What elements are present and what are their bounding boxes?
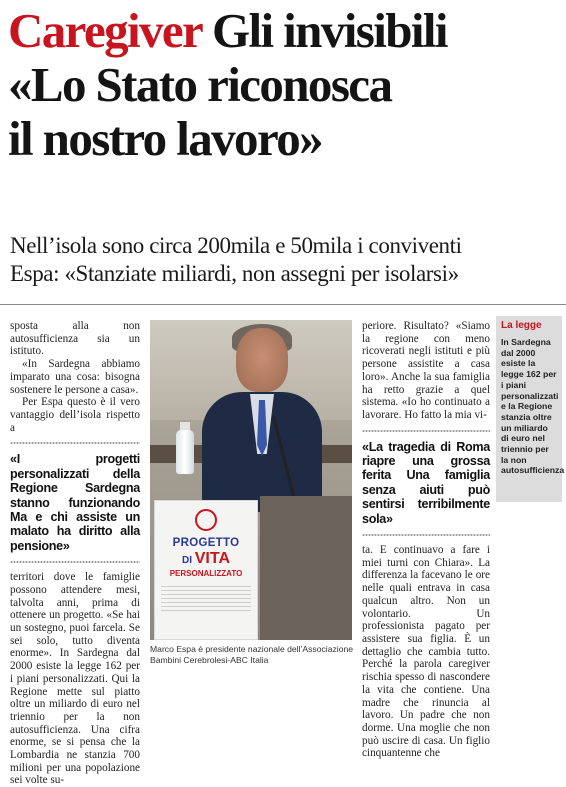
headline-line-3: il nostro lavoro» — [8, 111, 323, 166]
dotted-divider — [362, 428, 490, 434]
article-subheadline — [10, 232, 558, 288]
col3-paragraph: ta. E continuavo a fare i miei turni con Chiara». La differenza la facevano le ore nelle quali entrava in casa qualcun altro. Non un volontario. Un professionista pagato per assistere sua figlia. È un dettaglio che cambia tutto. Perché la parola caregiver rischia spesso di nascondere la vita che contiene. Una madre che rinuncia al lavoro. Un padre che non dorme. Una moglie che non può uscire di casa. Un figlio cinquantenne che — [362, 544, 490, 760]
article-headline — [8, 4, 560, 166]
headline-line-2: «Lo Stato riconosca — [8, 57, 392, 112]
info-box-title: La legge — [501, 320, 542, 331]
headline-kicker: Caregiver — [8, 3, 202, 58]
event-poster — [154, 500, 258, 640]
water-bottle-icon — [176, 430, 194, 474]
dotted-divider — [362, 532, 490, 538]
column-3 — [362, 320, 490, 760]
poster-small-print — [161, 586, 251, 612]
association-logo-icon — [195, 509, 217, 531]
headline-line-1 — [8, 4, 560, 58]
subhead-line-2: Espa: «Stanziate miliardi, non assegni per isolarsi» — [10, 261, 459, 286]
poster-title: PROGETTO — [172, 537, 240, 549]
col3-paragraph: periore. Risultato? «Siamo la regione con meno ricoverati negli istituti e più persone assistite a casa loro». Anche la sua famiglia ha retto grazie a quel sistema. «Io ho continuato a lavorare. Ho fatto la mia vi- — [362, 320, 490, 421]
info-box — [496, 316, 565, 502]
podium — [260, 496, 352, 640]
pull-quote: «La tragedia di Roma riapre una grossa ferita Una famiglia senza aiuti può sentirsi terribilmente sola» — [362, 439, 490, 526]
dotted-divider — [10, 440, 140, 446]
poster-vita: VITA — [194, 550, 231, 567]
section-divider — [0, 304, 566, 305]
col1-paragraph: Per Espa questo è il vero vantaggio dell’isola rispetto a — [10, 396, 140, 434]
headline-line-1-text: Gli invisibili — [201, 3, 447, 58]
column-1 — [10, 320, 140, 787]
article-photo — [150, 320, 352, 640]
col1-paragraph: sposta alla non autosufficienza sia un istituto. — [10, 320, 140, 358]
poster-di: DI — [181, 555, 192, 566]
poster-subtitle — [161, 550, 251, 568]
info-box-text: In Sardegna dal 2000 esiste la legge 162 per i piani personalizzati e la Regione stanzia oltre un miliardo di euro nel triennio per la non autosufficienza — [501, 337, 565, 476]
speaker-head — [236, 328, 288, 392]
dotted-divider — [10, 559, 140, 565]
col1-paragraph: «In Sardegna abbiamo imparato una cosa: bisogna sostenere le persone a casa». — [10, 358, 140, 396]
col1-paragraph: territori dove le famiglie possono attendere mesi, talvolta anni, prima di ottenere un progetto. «Se hai un sostegno, puoi farcela. Se sei solo, tutto diventa enorme». In Sardegna dal 2000 esiste la legge 162 per i piani personalizzati. Qui la Regione mette sul piatto oltre un miliardo di euro nel triennio per la non autosufficienza. Una cifra enorme, se si pensa che la Lombardia ne stanzia 700 milioni per una popolazione sei volte su- — [10, 571, 140, 787]
pull-quote: «I progetti personalizzati della Regione Sardegna stanno funzionando Ma e chi assiste un malato ha diritto alla pensione» — [10, 452, 140, 553]
poster-tagline: PERSONALIZZATO — [169, 569, 243, 578]
subhead-line-1: Nell’isola sono circa 200mila e 50mila i conviventi — [10, 233, 462, 258]
photo-caption: Marco Espa è presidente nazionale dell’Associazione Bambini Cerebrolesi-ABC Italia — [150, 644, 354, 665]
